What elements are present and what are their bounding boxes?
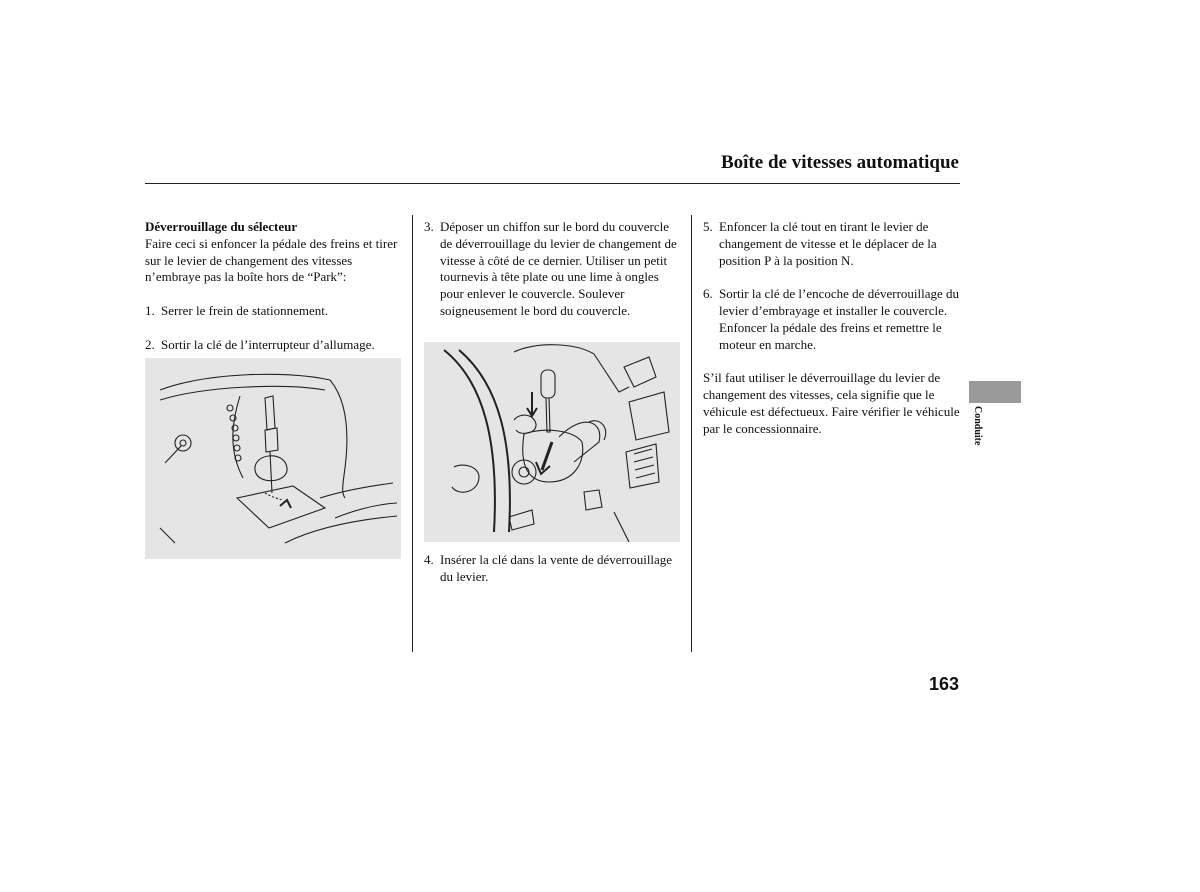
step-text: Serrer le frein de stationnement. [161,302,329,318]
step-5 [703,219,960,269]
page-number: 163 [928,674,959,694]
step-text: Sortir la clé de l’interrupteur d’allumage. [161,336,375,352]
step-3 [424,219,680,320]
column-divider [691,215,692,652]
step-text: Enfoncer la clé tout en tirant le levier de changement de vitesse et le déplacer de la position P à la position N. [719,219,937,268]
column-divider [412,215,413,652]
note-paragraph: S’il faut utiliser le déverrouillage du levier de changement des vitesses, cela signifie que le véhicule est défectueux. Faire vérifier le véhicule par le concessionnaire. [703,370,960,436]
step-number: 2. [145,336,155,352]
title-rule [145,183,960,184]
key-release-illustration [424,342,680,542]
section-tab [969,381,1021,403]
step-6 [703,286,960,353]
step-number: 3. [424,219,434,234]
step-4 [424,552,680,586]
section-heading: Déverrouillage du sélecteur [145,219,298,234]
step-text: Sortir la clé de l’encoche de déverrouillage du levier d’embrayage et installer le couvercle. Enfoncer la pédale des freins et remettre le moteur en marche. [719,286,960,352]
step-1 [145,303,401,320]
step-number: 6. [703,286,713,302]
step-text: Déposer un chiffon sur le bord du couvercle de déverrouillage du levier de changement de vitesse à côté de ce dernier. Utiliser un petit tournevis à tête plate ou une lime à ongles pour enlever le couvercle. Soulever soigneusement le bord du couvercle. [440,219,677,318]
column-2-continued [424,552,680,586]
column-1 [145,219,401,353]
step-number: 1. [145,302,155,318]
step-text: Insérer la clé dans la vente de déverrouillage du levier. [440,552,673,584]
column-2 [424,219,680,320]
column-3 [703,219,960,437]
step-number: 4. [424,552,434,567]
page-title: Boîte de vitesses automatique [720,152,959,173]
step-2 [145,337,401,354]
intro-paragraph: Faire ceci si enfoncer la pédale des freins et tirer sur le levier de changement des vitesses n’embraye pas la boîte hors de “Park”: [145,235,398,285]
section-tab-label: Conduite [972,406,983,446]
shift-lock-cover-illustration [145,358,401,559]
step-number: 5. [703,219,713,234]
